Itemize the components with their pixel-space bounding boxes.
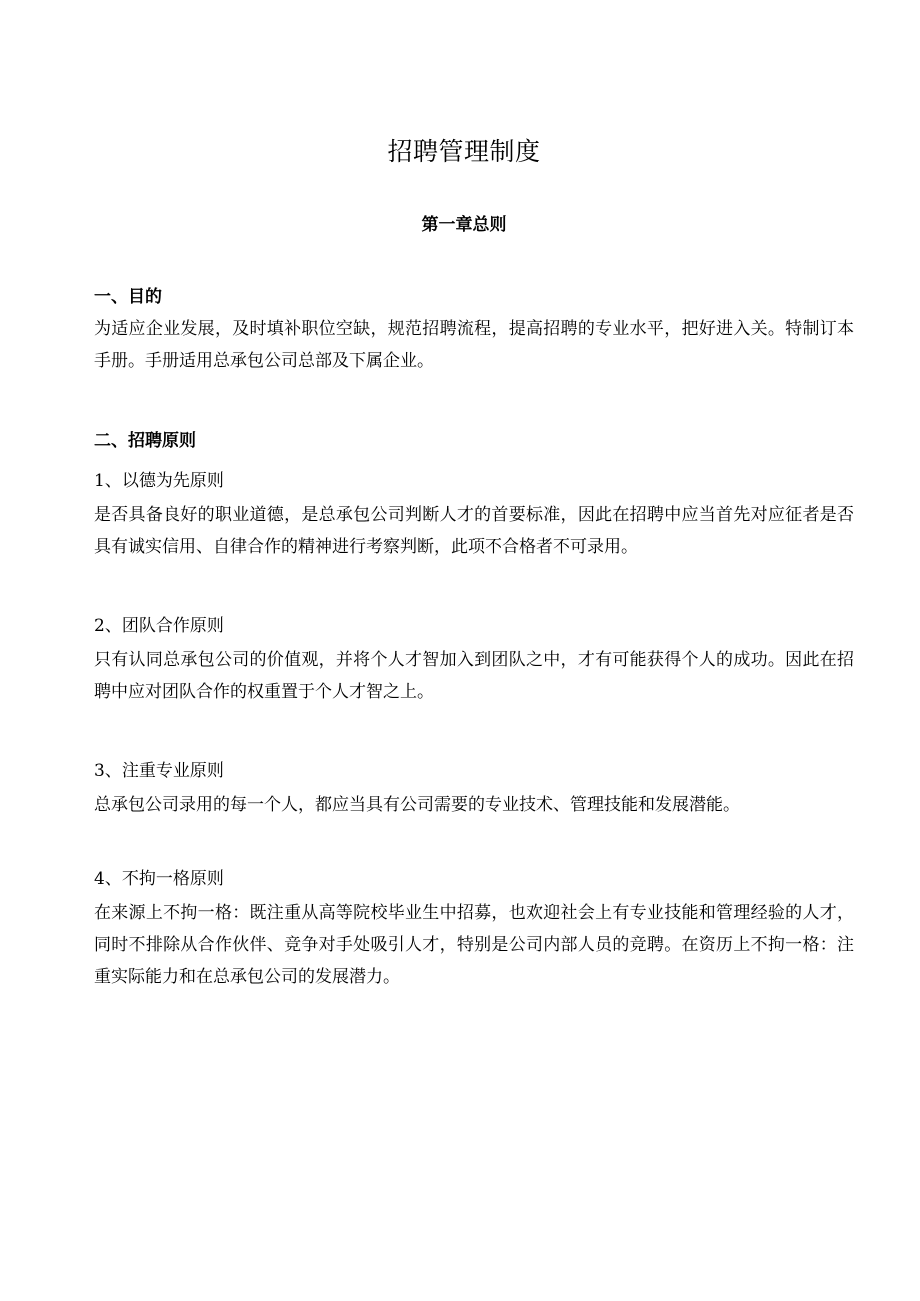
section-heading-principles: 二、招聘原则 [94,431,196,451]
principle-4 [94,866,854,993]
section-purpose [94,284,854,377]
section-principles-heading-block [94,428,854,454]
principle-1 [94,468,854,563]
principle-1-text: 是否具备良好的职业道德，是总承包公司判断人才的首要标准，因此在招聘中应当首先对应征者是否具有诚实信用、自律合作的精神进行考察判断，此项不合格者不可录用。 [94,505,854,557]
purpose-paragraph: 为适应企业发展，及时填补职位空缺，规范招聘流程，提高招聘的专业水平，把好进入关。特制订本手册。手册适用总承包公司总部及下属企业。 [94,319,854,371]
principle-2-text: 只有认同总承包公司的价值观，并将个人才智加入到团队之中，才有可能获得个人的成功。因此在招聘中应对团队合作的权重置于个人才智之上。 [94,650,854,702]
principle-4-title: 4、不拘一格原则 [94,869,224,889]
principle-3 [94,758,854,821]
section-heading-purpose: 一、目的 [94,287,162,307]
document-title: 招聘管理制度 [387,137,541,166]
principle-2-title: 2、团队合作原则 [94,616,224,636]
principle-4-text: 在来源上不拘一格：既注重从高等院校毕业生中招募，也欢迎社会上有专业技能和管理经验的人才，同时不排除从合作伙伴、竞争对手处吸引人才，特别是公司内部人员的竞聘。在资历上不拘一格：注重实际能力和在总承包公司的发展潜力。 [94,903,854,987]
chapter-title: 第一章总则 [421,215,507,235]
principle-3-text: 总承包公司录用的每一个人，都应当具有公司需要的专业技术、管理技能和发展潜能。 [94,795,740,815]
principle-1-title: 1、以德为先原则 [94,471,224,491]
principle-3-title: 3、注重专业原则 [94,761,224,781]
principle-2 [94,613,854,708]
